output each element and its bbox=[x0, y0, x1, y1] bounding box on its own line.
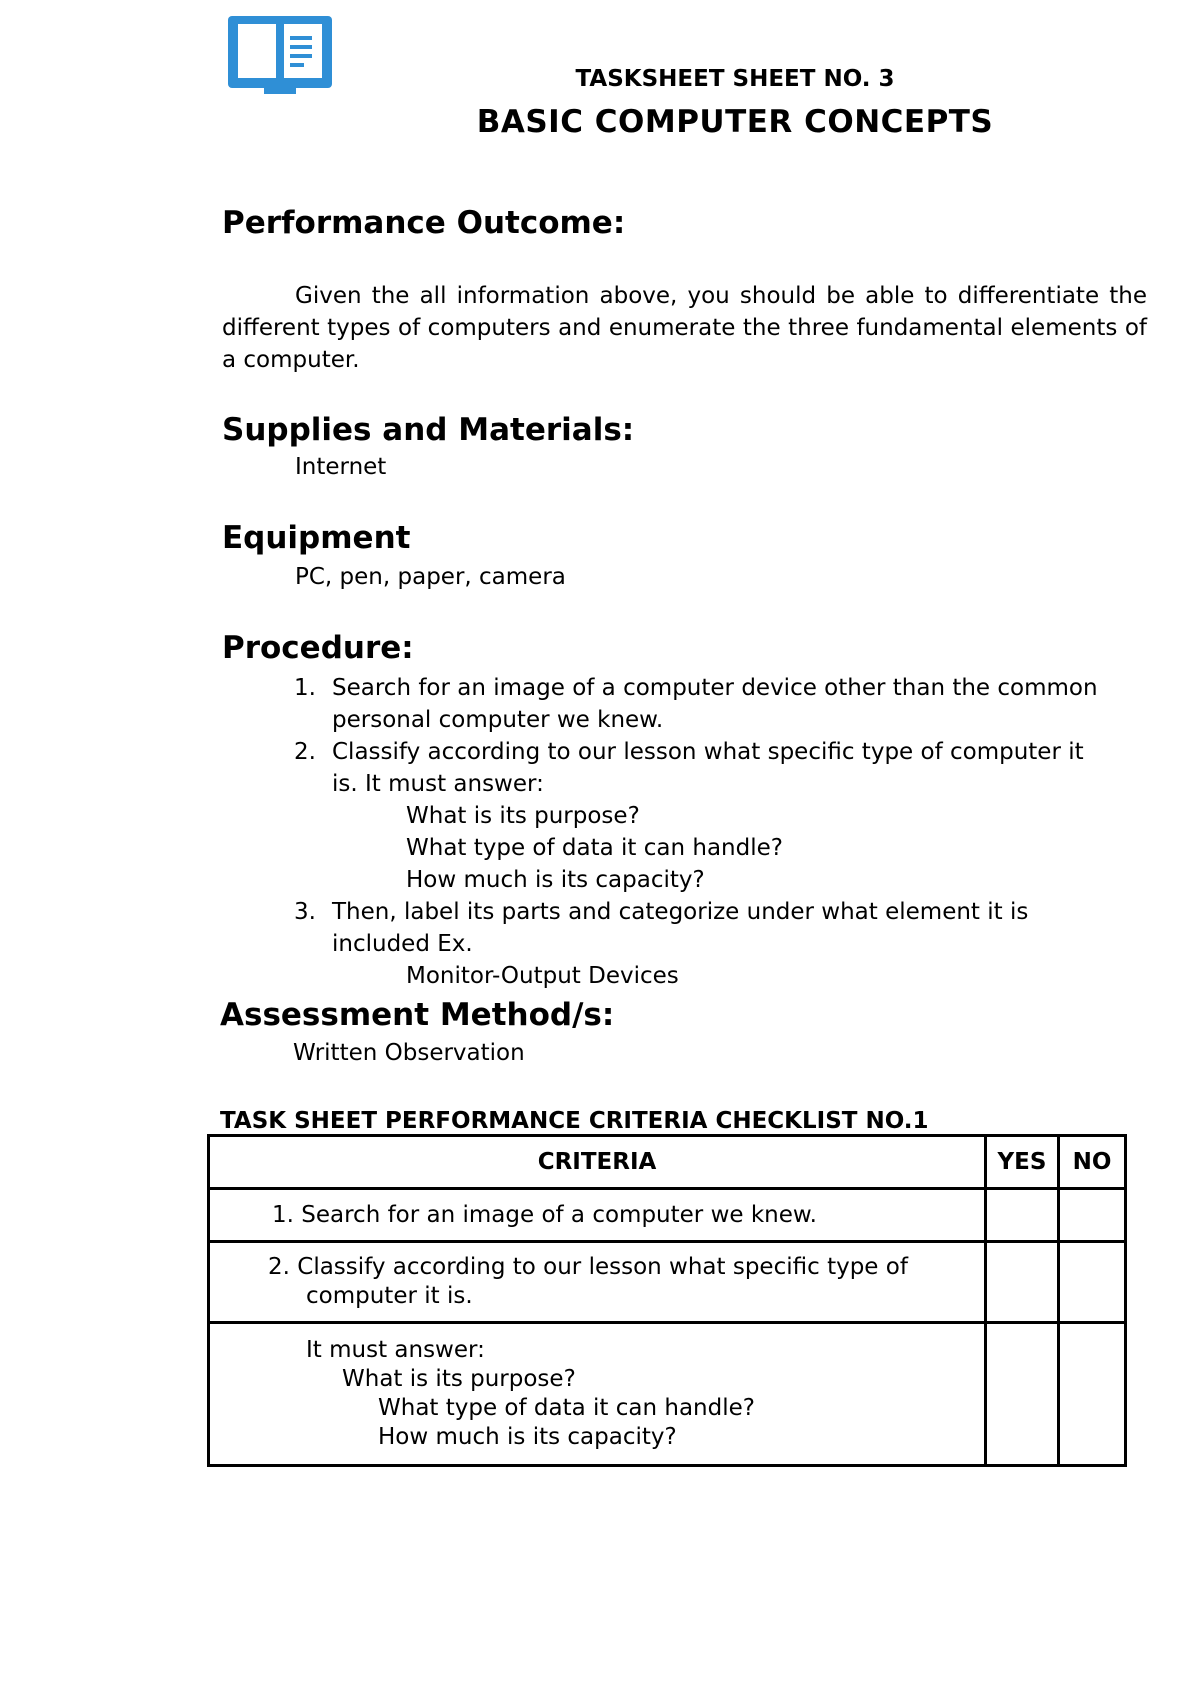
criteria-header: CRITERIA bbox=[209, 1136, 986, 1189]
supplies-heading: Supplies and Materials: bbox=[222, 412, 635, 448]
procedure-item bbox=[294, 736, 1162, 896]
procedure-heading: Procedure: bbox=[222, 630, 414, 666]
criteria-text: 1. Search for an image of a computer we knew. bbox=[272, 1201, 817, 1228]
procedure-item-text: Classify according to our lesson what specific type of computer it bbox=[332, 739, 1084, 765]
criteria-cell bbox=[209, 1242, 986, 1323]
document-title: BASIC COMPUTER CONCEPTS bbox=[476, 104, 994, 140]
table-header-row bbox=[209, 1136, 1126, 1189]
procedure-question: What is its purpose? bbox=[406, 803, 640, 829]
criteria-text: How much is its capacity? bbox=[378, 1424, 677, 1450]
procedure-item-text: Then, label its parts and categorize under what element it is bbox=[332, 899, 1029, 925]
criteria-text: 2. Classify according to our lesson what specific type of bbox=[268, 1254, 908, 1280]
no-cell[interactable] bbox=[1059, 1323, 1126, 1466]
performance-text: Given the all information above, you should be able to differentiate the different types of computers and enumerate the three fundamental elements of a computer. bbox=[222, 283, 1147, 373]
no-cell[interactable] bbox=[1059, 1242, 1126, 1323]
yes-cell[interactable] bbox=[986, 1323, 1059, 1466]
procedure-example: Monitor-Output Devices bbox=[406, 963, 679, 989]
table-row bbox=[209, 1323, 1126, 1466]
assessment-text: Written Observation bbox=[293, 1040, 525, 1066]
procedure-question: How much is its capacity? bbox=[406, 867, 705, 893]
criteria-text: computer it is. bbox=[306, 1283, 473, 1309]
table-row bbox=[209, 1242, 1126, 1323]
no-cell[interactable] bbox=[1059, 1189, 1126, 1242]
criteria-text: What is its purpose? bbox=[342, 1366, 576, 1392]
criteria-table bbox=[207, 1134, 1127, 1467]
procedure-item-text: is. It must answer: bbox=[332, 771, 544, 797]
procedure-item-text: personal computer we knew. bbox=[332, 707, 664, 733]
yes-header: YES bbox=[986, 1136, 1059, 1189]
procedure-item-text: included Ex. bbox=[332, 931, 473, 957]
procedure-list bbox=[294, 672, 1162, 992]
criteria-cell bbox=[209, 1189, 986, 1242]
checklist-title: TASK SHEET PERFORMANCE CRITERIA CHECKLIST NO.1 bbox=[220, 1108, 929, 1134]
no-header: NO bbox=[1059, 1136, 1126, 1189]
procedure-item-number: 2. bbox=[294, 739, 316, 765]
procedure-item-number: 1. bbox=[294, 675, 316, 701]
procedure-item bbox=[294, 672, 1162, 736]
criteria-text: What type of data it can handle? bbox=[378, 1395, 755, 1421]
yes-cell[interactable] bbox=[986, 1189, 1059, 1242]
equipment-heading: Equipment bbox=[222, 520, 411, 556]
procedure-item bbox=[294, 896, 1162, 992]
table-row bbox=[209, 1189, 1126, 1242]
supplies-text: Internet bbox=[295, 454, 387, 480]
procedure-item-text: Search for an image of a computer device other than the common bbox=[332, 675, 1098, 701]
assessment-heading: Assessment Method/s: bbox=[220, 997, 615, 1033]
sheet-number: TASKSHEET SHEET NO. 3 bbox=[575, 66, 895, 92]
yes-cell[interactable] bbox=[986, 1242, 1059, 1323]
criteria-cell bbox=[209, 1323, 986, 1466]
criteria-text: It must answer: bbox=[306, 1337, 485, 1363]
equipment-text: PC, pen, paper, camera bbox=[295, 564, 566, 590]
procedure-question: What type of data it can handle? bbox=[406, 835, 783, 861]
performance-heading: Performance Outcome: bbox=[222, 205, 626, 241]
procedure-item-number: 3. bbox=[294, 899, 316, 925]
